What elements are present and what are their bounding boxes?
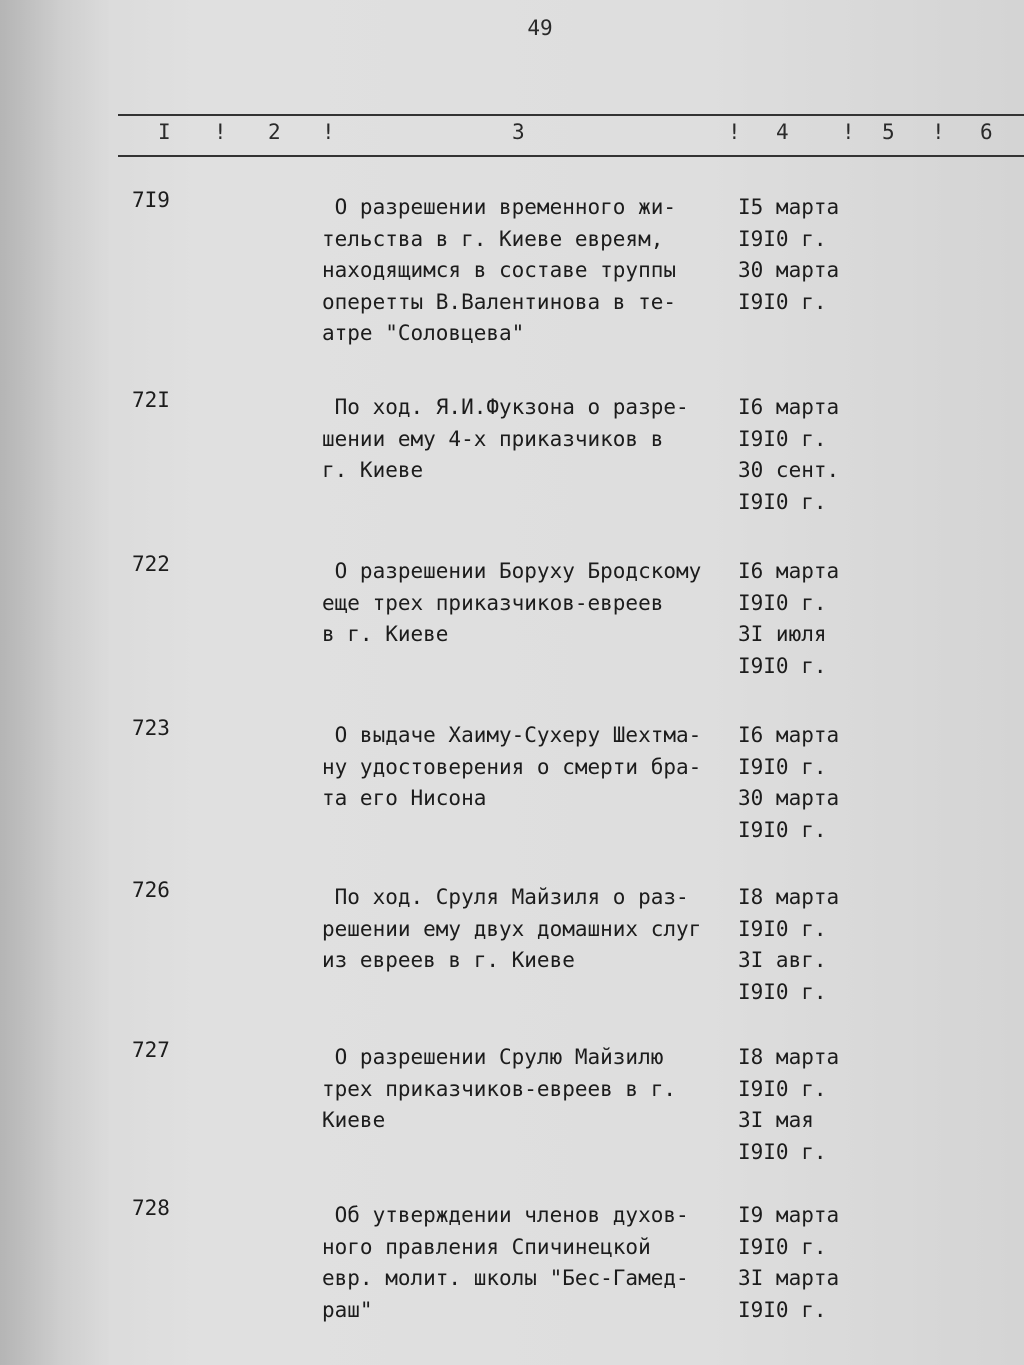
- column-separator: !: [728, 120, 741, 144]
- column-header-5: 5: [882, 120, 895, 144]
- entry-dates: I8 марта I9I0 г. 3I мая I9I0 г.: [738, 1045, 840, 1164]
- entry-dates: I6 марта I9I0 г. 30 марта I9I0 г.: [738, 723, 840, 842]
- entry-dates: I6 марта I9I0 г. 30 сент. I9I0 г.: [738, 395, 840, 514]
- entry-description: О разрешении Срулю Майзилю трех приказчиков-евреев в г. Киеве: [322, 1045, 677, 1132]
- column-header-4: 4: [776, 120, 789, 144]
- column-header-3: 3: [512, 120, 525, 144]
- entry-dates: I8 марта I9I0 г. 3I авг. I9I0 г.: [738, 885, 840, 1004]
- column-separator: !: [322, 120, 335, 144]
- column-header-2: 2: [268, 120, 281, 144]
- page-number: 49: [527, 16, 553, 40]
- entry-dates: I9 марта I9I0 г. 3I марта I9I0 г.: [738, 1203, 840, 1322]
- column-header-6: 6: [980, 120, 993, 144]
- entry-dates: I6 марта I9I0 г. 3I июля I9I0 г.: [738, 559, 840, 678]
- column-separator: !: [214, 120, 227, 144]
- column-header-1: I: [158, 120, 171, 144]
- entry-number: 722: [132, 552, 170, 576]
- entry-description: По ход. Сруля Майзиля о раз- решении ему двух домашних слуг из евреев в г. Киеве: [322, 885, 702, 972]
- entry-dates: I5 марта I9I0 г. 30 марта I9I0 г.: [738, 195, 840, 314]
- entry-number: 72I: [132, 388, 170, 412]
- header-rule-bottom: [118, 155, 1024, 157]
- entry-number: 728: [132, 1196, 170, 1220]
- column-separator: !: [842, 120, 855, 144]
- entry-number: 726: [132, 878, 170, 902]
- entry-number: 723: [132, 716, 170, 740]
- entry-description: О разрешении Боруху Бродскому еще трех приказчиков-евреев в г. Киеве: [322, 559, 702, 646]
- entry-description: По ход. Я.И.Фукзона о разре- шении ему 4-х приказчиков в г. Киеве: [322, 395, 689, 482]
- entry-description: Об утверждении членов духов- ного правления Спичинецкой евр. молит. школы "Бес-Гамед- раш": [322, 1203, 689, 1322]
- entry-number: 7I9: [132, 188, 170, 212]
- entry-number: 727: [132, 1038, 170, 1062]
- entry-description: О разрешении временного жи- тельства в г. Киеве евреям, находящимся в составе труппы оперетты В.Валентинова в те- атре "Соловцева": [322, 195, 677, 345]
- entry-description: О выдаче Хаиму-Сухеру Шехтма- ну удостоверения о смерти бра- та его Нисона: [322, 723, 702, 810]
- column-separator: !: [932, 120, 945, 144]
- header-rule-top: [118, 114, 1024, 116]
- page-fold-shadow: [0, 0, 110, 1365]
